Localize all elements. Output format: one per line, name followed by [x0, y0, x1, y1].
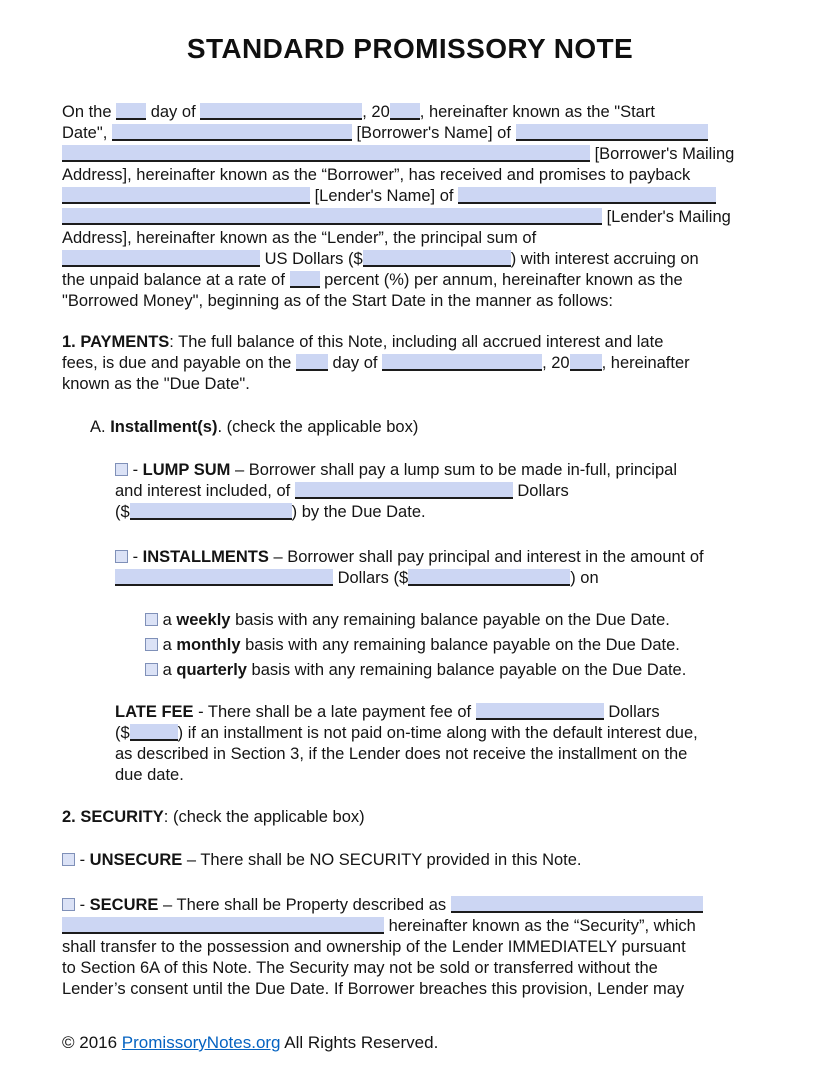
text-segment: percent (%) per annum, hereinafter known as the [319, 271, 683, 289]
due-day-field[interactable] [296, 354, 328, 371]
secure-clause [62, 895, 758, 1000]
principal-sum-numeric-field[interactable] [363, 250, 511, 267]
text-segment: [Lender's Mailing [602, 208, 731, 226]
promissorynotes-link[interactable]: PromissoryNotes.org [121, 1033, 281, 1052]
secure-line-2 [62, 916, 758, 937]
text-segment: - [75, 896, 90, 914]
text-segment: – Borrower shall pay a lump sum to be made in-full, principal [230, 461, 677, 479]
payments-heading: 1. PAYMENTS [62, 333, 170, 351]
installments-line-1 [115, 547, 758, 568]
payments-line-2 [62, 353, 758, 374]
late-fee-line-2 [115, 723, 758, 744]
text-segment: Dollars [603, 703, 660, 721]
late-fee-words-field[interactable] [476, 703, 604, 720]
lump-sum-line-3 [115, 502, 758, 523]
text-segment: - [75, 851, 90, 869]
late-fee-numeric-field[interactable] [130, 724, 178, 741]
unsecure-clause [62, 850, 758, 871]
text-segment: Dollars [512, 482, 569, 500]
text-segment: ($ [115, 503, 130, 521]
lump-sum-words-field[interactable] [295, 482, 513, 499]
text-segment: Address], hereinafter known as the “Borrower”, has received and promises to payback [62, 166, 691, 184]
borrower-address-field-2[interactable] [62, 145, 590, 162]
quarterly-label: quarterly [176, 661, 247, 679]
intro-line-6 [62, 207, 758, 228]
due-year-field[interactable] [570, 354, 602, 371]
lender-address-field-1[interactable] [458, 187, 716, 204]
security-heading-line [62, 807, 758, 828]
text-segment: , 20 [542, 354, 570, 372]
late-fee-clause [62, 702, 758, 786]
copyright-text: © 2016 [62, 1033, 122, 1052]
intro-line-10 [62, 291, 758, 312]
lump-sum-clause [62, 460, 758, 523]
text-segment: day of [327, 354, 383, 372]
text-segment: – There shall be Property described as [158, 896, 451, 914]
secure-line-1 [62, 895, 758, 916]
text-segment: Lender’s consent until the Due Date. If Borrower breaches this provision, Lender may [62, 980, 685, 998]
text-segment: day of [146, 103, 201, 121]
installments-label: INSTALLMENTS [142, 548, 269, 566]
footer [62, 1032, 758, 1053]
monthly-checkbox[interactable] [145, 638, 158, 651]
text-segment: ) if an installment is not paid on-time along with the default interest due, [177, 724, 698, 742]
installment-amount-words-field[interactable] [115, 569, 333, 586]
text-segment: A. [90, 418, 111, 436]
text-segment: hereinafter known as the “Security”, which [384, 917, 696, 935]
text-segment: – Borrower shall pay principal and interest in the amount of [268, 548, 704, 566]
secure-line-5 [62, 979, 758, 1000]
lender-name-field[interactable] [62, 187, 310, 204]
text-segment: [Borrower's Name] of [351, 124, 516, 142]
installments-checkbox[interactable] [115, 550, 128, 563]
text-segment: fees, is due and payable on the [62, 354, 296, 372]
secure-line-4 [62, 958, 758, 979]
late-fee-line-1 [115, 702, 758, 723]
text-segment: and interest included, of [115, 482, 295, 500]
installments-subheading-label: Installment(s) [110, 418, 218, 436]
start-day-field[interactable] [116, 103, 146, 120]
start-month-field[interactable] [200, 103, 362, 120]
lender-address-field-2[interactable] [62, 208, 602, 225]
borrower-name-field[interactable] [112, 124, 352, 141]
intro-line-5 [62, 186, 758, 207]
borrower-address-field-1[interactable] [516, 124, 708, 141]
installments-line-2 [115, 568, 758, 589]
text-segment: ($ [115, 724, 130, 742]
security-description-field-2[interactable] [62, 917, 384, 934]
intro-line-1 [62, 102, 758, 123]
installments-subheading-line [90, 417, 758, 438]
interest-rate-field[interactable] [290, 271, 320, 288]
text-segment: - There shall be a late payment fee of [193, 703, 476, 721]
rights-text: All Rights Reserved. [280, 1033, 439, 1052]
text-segment: Address], hereinafter known as the “Lender”, the principal sum of [62, 229, 537, 247]
text-segment: – There shall be NO SECURITY provided in this Note. [182, 851, 582, 869]
principal-sum-words-field[interactable] [62, 250, 260, 267]
intro-line-7 [62, 228, 758, 249]
monthly-option [145, 633, 758, 658]
late-fee-label: LATE FEE [115, 703, 194, 721]
text-segment: due date. [115, 766, 184, 784]
text-segment: to Section 6A of this Note. The Security may not be sold or transferred without the [62, 959, 658, 977]
payments-line-1 [62, 332, 758, 353]
text-segment: : The full balance of this Note, including all accrued interest and late [169, 333, 664, 351]
monthly-label: monthly [176, 636, 241, 654]
secure-line-3 [62, 937, 758, 958]
weekly-option [145, 608, 758, 633]
payments-section [62, 332, 758, 395]
security-section-heading [62, 807, 758, 828]
text-segment: Date", [62, 124, 112, 142]
text-segment: [Borrower's Mailing [590, 145, 735, 163]
unsecure-label: UNSECURE [89, 851, 183, 869]
secure-checkbox[interactable] [62, 898, 75, 911]
lump-sum-numeric-field[interactable] [130, 503, 292, 520]
quarterly-checkbox[interactable] [145, 663, 158, 676]
start-year-field[interactable] [390, 103, 420, 120]
text-segment: On the [62, 103, 117, 121]
text-segment: ) by the Due Date. [291, 503, 426, 521]
text-segment: , hereinafter known as the "Start [419, 103, 655, 121]
intro-line-9 [62, 270, 758, 291]
weekly-label: weekly [176, 611, 231, 629]
text-segment: - [128, 548, 143, 566]
lump-sum-label: LUMP SUM [142, 461, 231, 479]
text-segment: - [128, 461, 143, 479]
text-segment: . (check the applicable box) [217, 418, 419, 436]
text-segment: known as the "Due Date". [62, 375, 250, 393]
intro-line-8 [62, 249, 758, 270]
text-segment: a [158, 611, 177, 629]
installments-clause [62, 547, 758, 589]
payments-line-3 [62, 374, 758, 395]
installments-subheading [62, 417, 758, 438]
text-segment: , hereinafter [601, 354, 690, 372]
security-heading-label: 2. SECURITY [62, 808, 164, 826]
due-month-field[interactable] [382, 354, 542, 371]
late-fee-line-4 [115, 765, 758, 786]
intro-paragraph [62, 102, 758, 312]
text-segment: the unpaid balance at a rate of [62, 271, 290, 289]
unsecure-line [62, 850, 758, 871]
text-segment: basis with any remaining balance payable on the Due Date. [240, 636, 680, 654]
late-fee-line-3 [115, 744, 758, 765]
installment-amount-numeric-field[interactable] [408, 569, 570, 586]
text-segment: Dollars ($ [333, 569, 409, 587]
text-segment: US Dollars ($ [260, 250, 363, 268]
text-segment: basis with any remaining balance payable on the Due Date. [246, 661, 687, 679]
lump-sum-checkbox[interactable] [115, 463, 128, 476]
text-segment: : (check the applicable box) [163, 808, 365, 826]
text-segment: shall transfer to the possession and ownership of the Lender IMMEDIATELY pursuant [62, 938, 686, 956]
intro-line-3 [62, 144, 758, 165]
text-segment: ) on [570, 569, 599, 587]
page-title: STANDARD PROMISSORY NOTE [186, 33, 634, 64]
secure-label: SECURE [89, 896, 159, 914]
text-segment: a [158, 661, 177, 679]
text-segment: "Borrowed Money", beginning as of the Start Date in the manner as follows: [62, 292, 614, 310]
text-segment: [Lender's Name] of [310, 187, 459, 205]
intro-line-4 [62, 165, 758, 186]
unsecure-checkbox[interactable] [62, 853, 75, 866]
lump-sum-line-2 [115, 481, 758, 502]
text-segment: , 20 [362, 103, 390, 121]
text-segment: basis with any remaining balance payable on the Due Date. [230, 611, 670, 629]
basis-options-list [62, 608, 758, 683]
text-segment: as described in Section 3, if the Lender does not receive the installment on the [115, 745, 688, 763]
weekly-checkbox[interactable] [145, 613, 158, 626]
intro-line-2 [62, 123, 758, 144]
quarterly-option [145, 658, 758, 683]
text-segment: a [158, 636, 177, 654]
text-segment: ) with interest accruing on [510, 250, 699, 268]
lump-sum-line-1 [115, 460, 758, 481]
security-description-field-1[interactable] [451, 896, 703, 913]
